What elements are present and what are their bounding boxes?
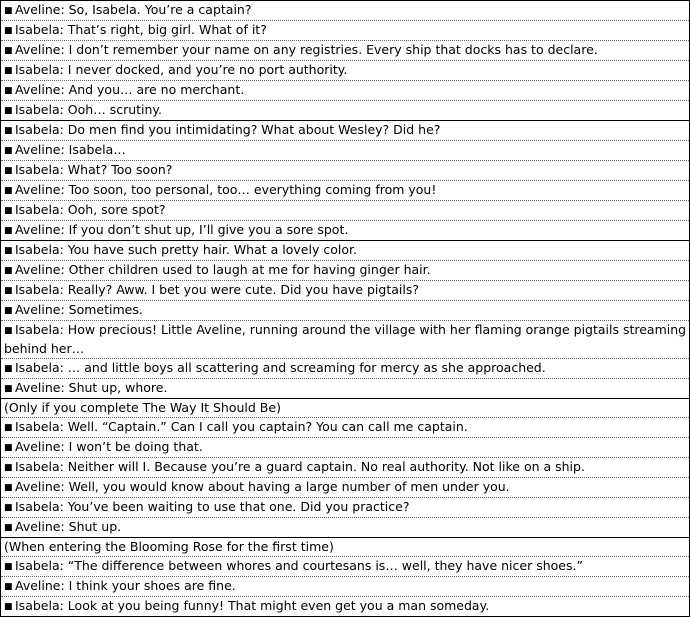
bullet-icon: ■ <box>4 266 13 276</box>
dialogue-text: Isabela: Ooh, sore spot? <box>15 202 166 217</box>
dialogue-line <box>1 438 689 458</box>
dialogue-line <box>1 201 689 221</box>
dialogue-line <box>1 359 689 379</box>
bullet-icon: ■ <box>4 226 13 236</box>
dialogue-text: Isabela: How precious! Little Aveline, running around the village with her flaming orange pigtails streaming behind her… <box>4 322 687 356</box>
dialogue-line <box>1 301 689 321</box>
bullet-icon: ■ <box>4 326 13 336</box>
dialogue-text: Aveline: Too soon, too personal, too… everything coming from you! <box>15 182 437 197</box>
section-condition-note: (Only if you complete The Way It Should Be) <box>1 399 689 418</box>
dialogue-line <box>1 577 689 597</box>
dialogue-line <box>1 161 689 181</box>
dialogue-text: Aveline: Other children used to laugh at me for having ginger hair. <box>15 262 431 277</box>
bullet-icon: ■ <box>4 423 13 433</box>
dialogue-section <box>1 241 689 399</box>
dialogue-line <box>1 597 689 616</box>
dialogue-text: Isabela: You have such pretty hair. What a lovely color. <box>15 242 357 257</box>
dialogue-line <box>1 101 689 120</box>
dialogue-line <box>1 141 689 161</box>
bullet-icon: ■ <box>4 126 13 136</box>
bullet-icon: ■ <box>4 66 13 76</box>
dialogue-text: Aveline: I don’t remember your name on any registries. Every ship that docks has to declare. <box>15 42 598 57</box>
dialogue-text: Aveline: Isabela… <box>15 142 126 157</box>
dialogue-text: Isabela: I never docked, and you’re no port authority. <box>15 62 348 77</box>
dialogue-text: Aveline: Well, you would know about having a large number of men under you. <box>15 479 510 494</box>
bullet-icon: ■ <box>4 286 13 296</box>
dialogue-text: Aveline: I think your shoes are fine. <box>15 578 236 593</box>
bullet-icon: ■ <box>4 463 13 473</box>
dialogue-text: Isabela: Do men find you intimidating? What about Wesley? Did he? <box>15 122 441 137</box>
bullet-icon: ■ <box>4 6 13 16</box>
bullet-icon: ■ <box>4 106 13 116</box>
dialogue-line <box>1 261 689 281</box>
bullet-icon: ■ <box>4 206 13 216</box>
dialogue-text: Isabela: Well. “Captain.” Can I call you captain? You can call me captain. <box>15 419 468 434</box>
dialogue-line <box>1 121 689 141</box>
dialogue-line <box>1 418 689 438</box>
bullet-icon: ■ <box>4 443 13 453</box>
dialogue-line <box>1 518 689 537</box>
dialogue-line <box>1 478 689 498</box>
bullet-icon: ■ <box>4 306 13 316</box>
bullet-icon: ■ <box>4 384 13 394</box>
dialogue-line <box>1 379 689 398</box>
dialogue-line <box>1 21 689 41</box>
dialogue-text: Isabela: That’s right, big girl. What of it? <box>15 22 267 37</box>
dialogue-section <box>1 121 689 241</box>
dialogue-section <box>1 1 689 121</box>
bullet-icon: ■ <box>4 46 13 56</box>
dialogue-line <box>1 321 689 359</box>
dialogue-line <box>1 181 689 201</box>
bullet-icon: ■ <box>4 523 13 533</box>
dialogue-line <box>1 221 689 240</box>
dialogue-text: Isabela: Neither will I. Because you’re a guard captain. No real authority. Not like on a ship. <box>15 459 585 474</box>
dialogue-text: Aveline: If you don’t shut up, I’ll give you a sore spot. <box>15 222 349 237</box>
bullet-icon: ■ <box>4 146 13 156</box>
dialogue-line <box>1 458 689 478</box>
dialogue-text: Aveline: So, Isabela. You’re a captain? <box>15 2 252 17</box>
dialogue-line <box>1 61 689 81</box>
dialogue-section <box>1 538 689 617</box>
dialogue-text: Aveline: Shut up, whore. <box>15 380 168 395</box>
dialogue-text: Aveline: Sometimes. <box>15 302 143 317</box>
dialogue-line <box>1 281 689 301</box>
dialogue-line <box>1 1 689 21</box>
dialogue-text: Aveline: And you… are no merchant. <box>15 82 245 97</box>
dialogue-text: Isabela: Really? Aww. I bet you were cute. Did you have pigtails? <box>15 282 419 297</box>
dialogue-text: Isabela: “The difference between whores and courtesans is… well, they have nicer shoes.” <box>15 558 583 573</box>
bullet-icon: ■ <box>4 364 13 374</box>
bullet-icon: ■ <box>4 86 13 96</box>
dialogue-text: Isabela: Look at you being funny! That might even get you a man someday. <box>15 598 490 613</box>
bullet-icon: ■ <box>4 483 13 493</box>
bullet-icon: ■ <box>4 246 13 256</box>
bullet-icon: ■ <box>4 562 13 572</box>
dialogue-text: Isabela: Ooh… scrutiny. <box>15 102 163 117</box>
dialogue-text: Isabela: What? Too soon? <box>15 162 173 177</box>
dialogue-line <box>1 81 689 101</box>
section-condition-note: (When entering the Blooming Rose for the first time) <box>1 538 689 557</box>
bullet-icon: ■ <box>4 186 13 196</box>
dialogue-section <box>1 399 689 538</box>
bullet-icon: ■ <box>4 582 13 592</box>
dialogue-text: Isabela: You’ve been waiting to use that one. Did you practice? <box>15 499 410 514</box>
dialogue-line <box>1 498 689 518</box>
dialogue-text: Isabela: … and little boys all scattering and screaming for mercy as she approached. <box>15 360 546 375</box>
dialogue-line <box>1 241 689 261</box>
bullet-icon: ■ <box>4 166 13 176</box>
dialogue-text: Aveline: Shut up. <box>15 519 122 534</box>
bullet-icon: ■ <box>4 26 13 36</box>
bullet-icon: ■ <box>4 602 13 612</box>
dialogue-line <box>1 41 689 61</box>
bullet-icon: ■ <box>4 503 13 513</box>
dialogue-text: Aveline: I won’t be doing that. <box>15 439 203 454</box>
dialogue-line <box>1 557 689 577</box>
